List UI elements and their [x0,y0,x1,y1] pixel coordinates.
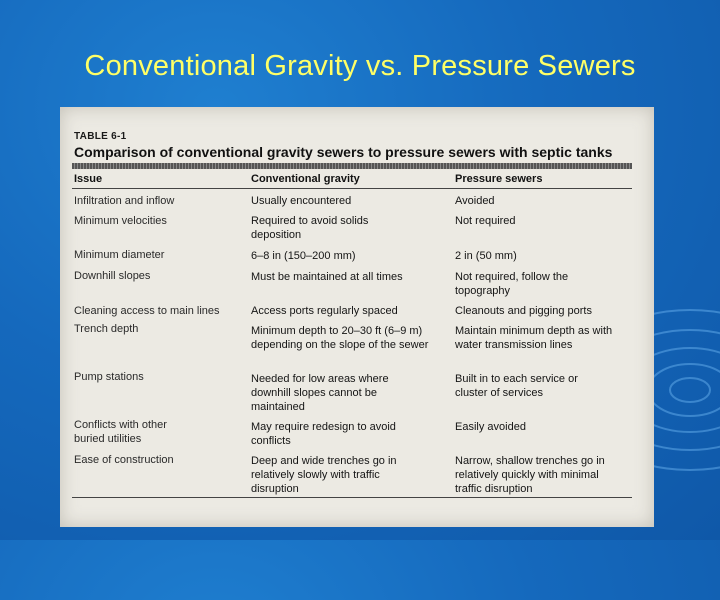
bottom-rule [72,497,632,498]
slide-title: Conventional Gravity vs. Pressure Sewers [84,50,636,82]
row-issue: Minimum velocities [74,215,167,227]
row-issue: Ease of construction [74,454,174,466]
row-pressure: Avoided [455,195,495,207]
row-gravity: May require redesign to avoid conflicts [251,421,396,447]
row-pressure: Cleanouts and pigging ports [455,305,592,317]
table-number: TABLE 6-1 [74,131,127,142]
scanned-table-image [60,107,654,527]
row-pressure: Easily avoided [455,421,526,433]
row-issue: Infiltration and inflow [74,195,175,207]
row-issue: Pump stations [74,371,144,383]
row-pressure: Not required [455,215,516,227]
header-pressure-sewers: Pressure sewers [455,173,543,185]
header-conventional-gravity: Conventional gravity [251,173,360,185]
row-gravity: Minimum depth to 20–30 ft (6–9 m) depending on the slope of the sewer [251,325,429,351]
row-issue: Cleaning access to main lines [74,305,220,317]
row-pressure: Built in to each service or cluster of services [455,373,578,399]
row-gravity: Usually encountered [251,195,352,207]
row-gravity: Needed for low areas where downhill slopes cannot be maintained [251,373,389,413]
row-pressure: 2 in (50 mm) [455,250,517,262]
row-issue: Trench depth [74,323,139,335]
row-gravity: Access ports regularly spaced [251,305,398,317]
row-gravity: Required to avoid solids deposition [251,215,369,241]
header-rule [72,188,632,189]
row-gravity: Must be maintained at all times [251,271,403,283]
row-pressure: Not required, follow the topography [455,271,569,297]
row-gravity: 6–8 in (150–200 mm) [251,250,356,262]
row-issue: Downhill slopes [74,270,151,282]
row-pressure: Narrow, shallow trenches go in relatively quickly with minimal traffic disruption [455,455,605,495]
header-issue: Issue [74,173,103,185]
table-caption: Comparison of conventional gravity sewers to pressure sewers with septic tanks [74,144,613,160]
row-gravity: Deep and wide trenches go in relatively slowly with traffic disruption [251,455,397,495]
caption-rule [72,163,632,169]
row-issue: Minimum diameter [74,249,165,261]
row-pressure: Maintain minimum depth as with water transmission lines [455,325,613,351]
row-issue: Conflicts with other buried utilities [74,419,167,445]
